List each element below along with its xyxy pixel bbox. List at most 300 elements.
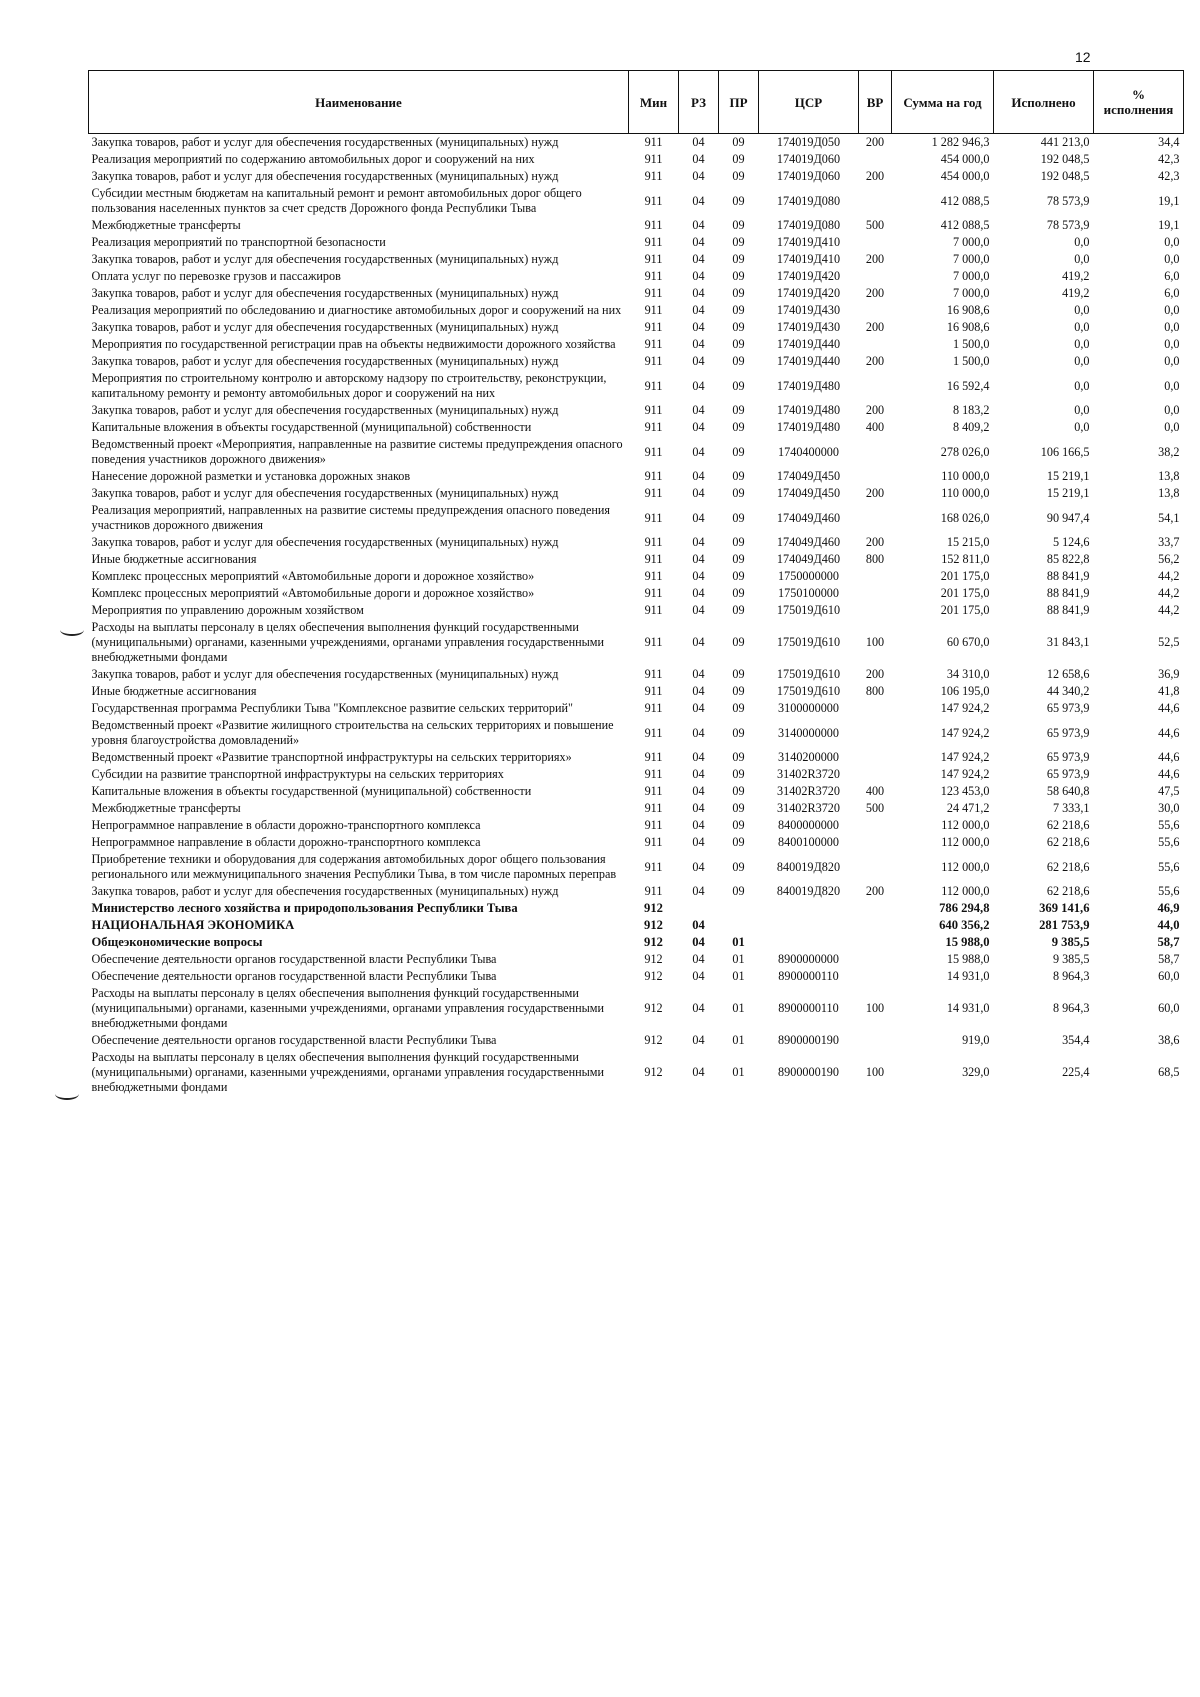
cell-name: Иные бюджетные ассигнования xyxy=(91,684,257,698)
cell-pct: 0,0 xyxy=(1164,403,1180,417)
cell-pct: 0,0 xyxy=(1164,303,1180,317)
cell-min: 911 xyxy=(644,252,663,266)
cell-csr: 174019Д420 xyxy=(776,269,841,283)
cell-pct: 0,0 xyxy=(1164,252,1180,266)
cell-pr: 09 xyxy=(732,586,745,600)
table-row xyxy=(89,817,1184,834)
cell-name: Мероприятия по управлению дорожным хозяйством xyxy=(91,603,364,617)
cell-sum: 201 175,0 xyxy=(940,586,990,600)
cell-pr: 09 xyxy=(732,193,745,208)
table-row xyxy=(89,717,1184,749)
cell-pct: 0,0 xyxy=(1164,320,1180,334)
cell-name: Ведомственный проект «Развитие транспортной инфраструктуры на сельских территориях» xyxy=(91,750,572,764)
cell-vr xyxy=(859,234,892,251)
cell-name: НАЦИОНАЛЬНАЯ ЭКОНОМИКА xyxy=(91,918,295,932)
cell-name: Ведомственный проект «Мероприятия, направленные на развитие системы предупреждения опасного поведения участников дорожного движения» xyxy=(91,437,623,466)
cell-min: 911 xyxy=(644,354,663,368)
cell-pr: 01 xyxy=(732,935,745,949)
table-row xyxy=(89,900,1184,917)
cell-pct: 44,6 xyxy=(1158,767,1180,781)
table-row xyxy=(89,585,1184,602)
margin-mark xyxy=(55,1088,79,1100)
cell-csr xyxy=(759,917,859,934)
cell-csr: 174049Д460 xyxy=(776,510,841,525)
cell-name: Закупка товаров, работ и услуг для обеспечения государственных (муниципальных) нужд xyxy=(91,486,559,500)
cell-name: Закупка товаров, работ и услуг для обеспечения государственных (муниципальных) нужд xyxy=(91,403,559,417)
cell-min: 911 xyxy=(644,569,663,583)
cell-pr xyxy=(719,917,759,934)
cell-sum: 123 453,0 xyxy=(940,784,990,798)
cell-pct: 0,0 xyxy=(1164,235,1180,249)
cell-csr: 174049Д450 xyxy=(776,486,841,500)
cell-min: 911 xyxy=(644,603,663,617)
cell-vr xyxy=(859,968,892,985)
cell-rz: 04 xyxy=(692,235,705,249)
cell-vr xyxy=(859,502,892,534)
cell-rz: 04 xyxy=(692,767,705,781)
cell-sum: 412 088,5 xyxy=(940,218,990,232)
cell-pct: 52,5 xyxy=(1158,635,1180,649)
cell-rz: 04 xyxy=(692,750,705,764)
table-row xyxy=(89,485,1184,502)
cell-csr: 174049Д460 xyxy=(776,535,841,549)
cell-done: 0,0 xyxy=(1074,403,1090,417)
cell-pct: 38,6 xyxy=(1158,1033,1180,1047)
table-row xyxy=(89,934,1184,951)
cell-pct: 0,0 xyxy=(1164,354,1180,368)
cell-min: 911 xyxy=(644,818,663,832)
cell-done: 65 973,9 xyxy=(1046,767,1090,781)
cell-done: 0,0 xyxy=(1074,420,1090,434)
cell-sum: 15 988,0 xyxy=(946,952,990,966)
cell-done: 85 822,8 xyxy=(1046,552,1090,566)
cell-vr xyxy=(859,934,892,951)
cell-vr xyxy=(859,268,892,285)
cell-pr: 09 xyxy=(732,535,745,549)
cell-vr: 200 xyxy=(865,286,885,300)
cell-min: 911 xyxy=(644,701,663,715)
table-row xyxy=(89,666,1184,683)
header-csr: ЦСР xyxy=(759,71,859,134)
cell-min: 911 xyxy=(644,784,663,798)
cell-min: 912 xyxy=(644,1065,663,1079)
cell-min: 911 xyxy=(644,486,663,500)
cell-name: Общеэкономические вопросы xyxy=(91,935,263,949)
cell-name: Расходы на выплаты персоналу в целях обеспечения выполнения функций государственными (муниципальными) органами, казенными учреждениями, органами управления государственными внебюджетными фондами xyxy=(91,986,605,1030)
cell-vr xyxy=(859,370,892,402)
cell-rz: 04 xyxy=(692,859,705,874)
cell-pr: 09 xyxy=(732,701,745,715)
cell-rz xyxy=(679,900,719,917)
cell-name: Непрограммное направление в области дорожно-транспортного комплекса xyxy=(91,835,481,849)
cell-name: Мероприятия по государственной регистрации прав на объекты недвижимости дорожного хозяйства xyxy=(91,337,616,351)
table-row xyxy=(89,436,1184,468)
cell-csr xyxy=(759,900,859,917)
cell-pr: 09 xyxy=(732,767,745,781)
cell-min: 912 xyxy=(644,935,663,949)
cell-done: 7 333,1 xyxy=(1052,801,1090,815)
cell-name: Закупка товаров, работ и услуг для обеспечения государственных (муниципальных) нужд xyxy=(91,320,559,334)
cell-vr xyxy=(859,302,892,319)
cell-csr: 31402R3720 xyxy=(777,801,840,815)
cell-done: 0,0 xyxy=(1074,235,1090,249)
cell-done: 31 843,1 xyxy=(1046,635,1090,649)
cell-vr: 100 xyxy=(865,635,885,649)
cell-vr: 200 xyxy=(865,403,885,417)
cell-rz: 04 xyxy=(692,403,705,417)
cell-min: 911 xyxy=(644,218,663,232)
cell-done: 354,4 xyxy=(1062,1033,1090,1047)
cell-done: 15 219,1 xyxy=(1046,486,1090,500)
cell-rz: 04 xyxy=(692,1001,705,1015)
cell-min: 911 xyxy=(644,303,663,317)
cell-csr: 8900000000 xyxy=(778,952,839,966)
cell-min: 912 xyxy=(644,952,663,966)
cell-name: Комплекс процессных мероприятий «Автомобильные дороги и дорожное хозяйство» xyxy=(91,586,535,600)
cell-rz: 04 xyxy=(692,952,705,966)
cell-pr xyxy=(719,900,759,917)
cell-done: 62 218,6 xyxy=(1046,835,1090,849)
cell-pct: 6,0 xyxy=(1164,286,1180,300)
table-row xyxy=(89,985,1184,1032)
cell-csr: 174049Д460 xyxy=(776,552,841,566)
cell-pr: 09 xyxy=(732,286,745,300)
cell-sum: 640 356,2 xyxy=(939,918,990,932)
cell-min: 911 xyxy=(644,767,663,781)
table-row xyxy=(89,285,1184,302)
cell-csr: 175019Д610 xyxy=(776,667,841,681)
cell-sum: 147 924,2 xyxy=(940,750,990,764)
cell-vr xyxy=(859,766,892,783)
table-row xyxy=(89,834,1184,851)
cell-csr: 1750100000 xyxy=(778,586,839,600)
cell-sum: 1 282 946,3 xyxy=(931,135,990,149)
cell-name: Закупка товаров, работ и услуг для обеспечения государственных (муниципальных) нужд xyxy=(91,354,559,368)
cell-rz: 04 xyxy=(692,486,705,500)
cell-pr: 09 xyxy=(732,218,745,232)
cell-pr: 09 xyxy=(732,552,745,566)
cell-min: 911 xyxy=(644,286,663,300)
cell-csr xyxy=(759,934,859,951)
cell-pct: 55,6 xyxy=(1158,884,1180,898)
cell-sum: 412 088,5 xyxy=(940,193,990,208)
cell-done: 419,2 xyxy=(1062,286,1090,300)
cell-done: 8 964,3 xyxy=(1052,969,1090,983)
table-row xyxy=(89,402,1184,419)
table-row xyxy=(89,319,1184,336)
table-row xyxy=(89,336,1184,353)
cell-vr xyxy=(859,468,892,485)
cell-min: 912 xyxy=(644,969,663,983)
cell-min: 911 xyxy=(644,835,663,849)
table-row xyxy=(89,251,1184,268)
cell-pr: 09 xyxy=(732,684,745,698)
cell-rz: 04 xyxy=(692,135,705,149)
cell-pr: 09 xyxy=(732,801,745,815)
cell-rz: 04 xyxy=(692,469,705,483)
cell-done: 65 973,9 xyxy=(1046,725,1090,740)
cell-name: Государственная программа Республики Тыва "Комплексное развитие сельских территорий" xyxy=(91,701,574,715)
cell-pct: 44,0 xyxy=(1157,918,1180,932)
cell-min: 911 xyxy=(644,535,663,549)
cell-pr: 09 xyxy=(732,667,745,681)
cell-pr: 09 xyxy=(732,152,745,166)
cell-name: Расходы на выплаты персоналу в целях обеспечения выполнения функций государственными (муниципальными) органами, казенными учреждениями, органами управления государственными внебюджетными фондами xyxy=(91,620,605,664)
cell-pr: 09 xyxy=(732,603,745,617)
cell-sum: 454 000,0 xyxy=(940,152,990,166)
header-sum: Сумма на год xyxy=(892,71,994,134)
cell-pr: 01 xyxy=(732,1033,745,1047)
cell-name: Закупка товаров, работ и услуг для обеспечения государственных (муниципальных) нужд xyxy=(91,884,559,898)
cell-name: Закупка товаров, работ и услуг для обеспечения государственных (муниципальных) нужд xyxy=(91,252,559,266)
cell-sum: 7 000,0 xyxy=(952,269,990,283)
cell-done: 62 218,6 xyxy=(1046,859,1090,874)
table-row xyxy=(89,234,1184,251)
header-done: Исполнено xyxy=(994,71,1094,134)
cell-pr: 09 xyxy=(732,269,745,283)
cell-sum: 919,0 xyxy=(962,1033,990,1047)
cell-pct: 41,8 xyxy=(1158,684,1180,698)
cell-sum: 147 924,2 xyxy=(940,725,990,740)
cell-vr: 200 xyxy=(865,884,885,898)
cell-name: Нанесение дорожной разметки и установка дорожных знаков xyxy=(91,469,411,483)
cell-pr: 09 xyxy=(732,354,745,368)
cell-name: Расходы на выплаты персоналу в целях обеспечения выполнения функций государственными (муниципальными) органами, казенными учреждениями, органами управления государственными внебюджетными фондами xyxy=(91,1050,605,1094)
header-min: Мин xyxy=(629,71,679,134)
cell-csr: 174019Д480 xyxy=(776,420,841,434)
cell-sum: 201 175,0 xyxy=(940,603,990,617)
cell-sum: 24 471,2 xyxy=(946,801,990,815)
header-pct: % исполнения xyxy=(1094,71,1184,134)
table-row xyxy=(89,917,1184,934)
cell-min: 911 xyxy=(644,469,663,483)
cell-name: Закупка товаров, работ и услуг для обеспечения государственных (муниципальных) нужд xyxy=(91,667,559,681)
cell-pr: 09 xyxy=(732,303,745,317)
cell-vr xyxy=(859,717,892,749)
cell-vr: 400 xyxy=(865,420,885,434)
cell-vr: 200 xyxy=(865,354,885,368)
cell-csr: 174019Д430 xyxy=(776,303,841,317)
cell-rz: 04 xyxy=(692,635,705,649)
cell-rz: 04 xyxy=(692,603,705,617)
table-row xyxy=(89,1049,1184,1096)
cell-pct: 33,7 xyxy=(1158,535,1180,549)
cell-min: 911 xyxy=(644,684,663,698)
cell-sum: 278 026,0 xyxy=(940,444,990,459)
cell-pr: 09 xyxy=(732,337,745,351)
cell-min: 911 xyxy=(644,884,663,898)
cell-vr xyxy=(859,585,892,602)
cell-csr: 3140200000 xyxy=(778,750,839,764)
cell-rz: 04 xyxy=(692,1065,705,1079)
cell-vr xyxy=(859,151,892,168)
cell-name: Оплата услуг по перевозке грузов и пассажиров xyxy=(91,269,341,283)
table-row xyxy=(89,602,1184,619)
cell-vr xyxy=(859,602,892,619)
cell-sum: 110 000,0 xyxy=(941,486,990,500)
cell-pct: 58,7 xyxy=(1158,952,1180,966)
cell-pct: 0,0 xyxy=(1164,420,1180,434)
cell-rz: 04 xyxy=(692,667,705,681)
cell-pct: 55,6 xyxy=(1158,818,1180,832)
cell-pct: 44,6 xyxy=(1158,725,1180,740)
cell-done: 62 218,6 xyxy=(1046,884,1090,898)
cell-csr: 8900000190 xyxy=(778,1065,839,1079)
table-row xyxy=(89,370,1184,402)
header-vr: ВР xyxy=(859,71,892,134)
cell-rz: 04 xyxy=(692,935,705,949)
cell-vr: 500 xyxy=(865,218,885,232)
cell-sum: 112 000,0 xyxy=(941,818,990,832)
cell-csr: 174019Д410 xyxy=(776,252,841,266)
cell-pr: 01 xyxy=(732,952,745,966)
cell-rz: 04 xyxy=(692,969,705,983)
table-row xyxy=(89,766,1184,783)
cell-rz: 04 xyxy=(692,303,705,317)
table-row xyxy=(89,800,1184,817)
cell-vr: 200 xyxy=(865,535,885,549)
cell-pr: 09 xyxy=(732,569,745,583)
cell-pct: 44,6 xyxy=(1158,701,1180,715)
cell-name: Капитальные вложения в объекты государственной (муниципальной) собственности xyxy=(91,420,532,434)
cell-vr xyxy=(859,336,892,353)
cell-done: 78 573,9 xyxy=(1046,218,1090,232)
cell-min: 911 xyxy=(644,667,663,681)
cell-done: 281 753,9 xyxy=(1039,918,1090,932)
cell-name: Реализация мероприятий по транспортной безопасности xyxy=(91,235,386,249)
cell-pr: 09 xyxy=(732,444,745,459)
cell-pct: 55,6 xyxy=(1158,835,1180,849)
cell-pr: 09 xyxy=(732,235,745,249)
cell-rz: 04 xyxy=(692,444,705,459)
table-row xyxy=(89,534,1184,551)
cell-csr: 174019Д440 xyxy=(776,354,841,368)
cell-vr xyxy=(859,851,892,883)
cell-pct: 0,0 xyxy=(1164,337,1180,351)
cell-name: Обеспечение деятельности органов государственной власти Республики Тыва xyxy=(91,1033,497,1047)
cell-min: 911 xyxy=(644,444,663,459)
cell-name: Министерство лесного хозяйства и природопользования Республики Тыва xyxy=(91,901,518,915)
cell-pr: 09 xyxy=(732,818,745,832)
table-header-row xyxy=(89,71,1184,134)
cell-sum: 16 908,6 xyxy=(946,320,990,334)
cell-rz: 04 xyxy=(692,286,705,300)
cell-sum: 786 294,8 xyxy=(939,901,990,915)
cell-done: 78 573,9 xyxy=(1046,193,1090,208)
cell-csr: 840019Д820 xyxy=(776,859,841,874)
cell-rz: 04 xyxy=(692,725,705,740)
cell-pct: 34,4 xyxy=(1158,135,1180,149)
cell-min: 912 xyxy=(644,901,663,915)
cell-rz: 04 xyxy=(692,320,705,334)
cell-csr: 1750000000 xyxy=(778,569,839,583)
cell-rz: 04 xyxy=(692,152,705,166)
cell-min: 911 xyxy=(644,510,663,525)
cell-sum: 14 931,0 xyxy=(946,969,990,983)
cell-min: 912 xyxy=(644,1033,663,1047)
cell-min: 911 xyxy=(644,801,663,815)
cell-sum: 147 924,2 xyxy=(940,767,990,781)
cell-done: 0,0 xyxy=(1074,337,1090,351)
cell-csr: 175019Д610 xyxy=(776,684,841,698)
cell-vr xyxy=(859,1032,892,1049)
cell-sum: 112 000,0 xyxy=(941,859,990,874)
cell-min: 911 xyxy=(644,859,663,874)
cell-sum: 112 000,0 xyxy=(941,835,990,849)
cell-vr xyxy=(859,185,892,217)
cell-done: 58 640,8 xyxy=(1046,784,1090,798)
cell-done: 12 658,6 xyxy=(1046,667,1090,681)
table-row xyxy=(89,268,1184,285)
cell-rz: 04 xyxy=(692,701,705,715)
cell-rz: 04 xyxy=(692,784,705,798)
margin-mark xyxy=(60,624,84,636)
cell-vr xyxy=(859,834,892,851)
cell-done: 15 219,1 xyxy=(1046,469,1090,483)
table-row xyxy=(89,619,1184,666)
cell-vr: 200 xyxy=(865,169,885,183)
table-row xyxy=(89,551,1184,568)
cell-pr: 09 xyxy=(732,859,745,874)
cell-pr: 09 xyxy=(732,135,745,149)
table-row xyxy=(89,353,1184,370)
cell-name: Комплекс процессных мероприятий «Автомобильные дороги и дорожное хозяйство» xyxy=(91,569,535,583)
cell-pct: 44,2 xyxy=(1158,569,1180,583)
table-row xyxy=(89,168,1184,185)
cell-vr xyxy=(859,568,892,585)
cell-rz: 04 xyxy=(692,835,705,849)
cell-name: Мероприятия по строительному контролю и авторскому надзору по строительству, реконструкции, капитальному ремонту и ремонту автомобильных дорог и сооружений на них xyxy=(91,371,607,400)
budget-table xyxy=(88,70,1184,1096)
cell-csr: 8400000000 xyxy=(778,818,839,832)
cell-rz: 04 xyxy=(692,193,705,208)
cell-pct: 58,7 xyxy=(1157,935,1180,949)
cell-pr: 09 xyxy=(732,169,745,183)
cell-pct: 42,3 xyxy=(1158,152,1180,166)
cell-pr: 01 xyxy=(732,969,745,983)
cell-min: 911 xyxy=(644,750,663,764)
cell-done: 9 385,5 xyxy=(1052,952,1090,966)
cell-name: Приобретение техники и оборудования для содержания автомобильных дорог общего пользования регионального или межмуниципального значения Республики Тыва, в том числе паромных переправ xyxy=(91,852,617,881)
cell-pct: 6,0 xyxy=(1164,269,1180,283)
cell-name: Межбюджетные трансферты xyxy=(91,801,241,815)
cell-csr: 8400100000 xyxy=(778,835,839,849)
cell-csr: 174019Д080 xyxy=(776,218,841,232)
cell-pct: 13,8 xyxy=(1158,469,1180,483)
cell-pr: 01 xyxy=(732,1001,745,1015)
cell-name: Закупка товаров, работ и услуг для обеспечения государственных (муниципальных) нужд xyxy=(91,286,559,300)
cell-done: 5 124,6 xyxy=(1052,535,1090,549)
cell-pct: 46,9 xyxy=(1157,901,1180,915)
cell-csr: 174019Д480 xyxy=(776,378,841,393)
cell-done: 0,0 xyxy=(1074,252,1090,266)
cell-min: 911 xyxy=(644,320,663,334)
cell-vr: 800 xyxy=(865,684,885,698)
cell-sum: 1 500,0 xyxy=(952,354,990,368)
table-row xyxy=(89,749,1184,766)
cell-vr xyxy=(859,951,892,968)
table-row xyxy=(89,783,1184,800)
cell-csr: 8900000190 xyxy=(778,1033,839,1047)
cell-rz: 04 xyxy=(692,420,705,434)
cell-done: 0,0 xyxy=(1074,378,1090,393)
cell-sum: 8 183,2 xyxy=(952,403,990,417)
cell-sum: 8 409,2 xyxy=(952,420,990,434)
cell-vr: 400 xyxy=(865,784,885,798)
cell-rz: 04 xyxy=(692,218,705,232)
cell-sum: 34 310,0 xyxy=(946,667,990,681)
cell-done: 88 841,9 xyxy=(1046,569,1090,583)
